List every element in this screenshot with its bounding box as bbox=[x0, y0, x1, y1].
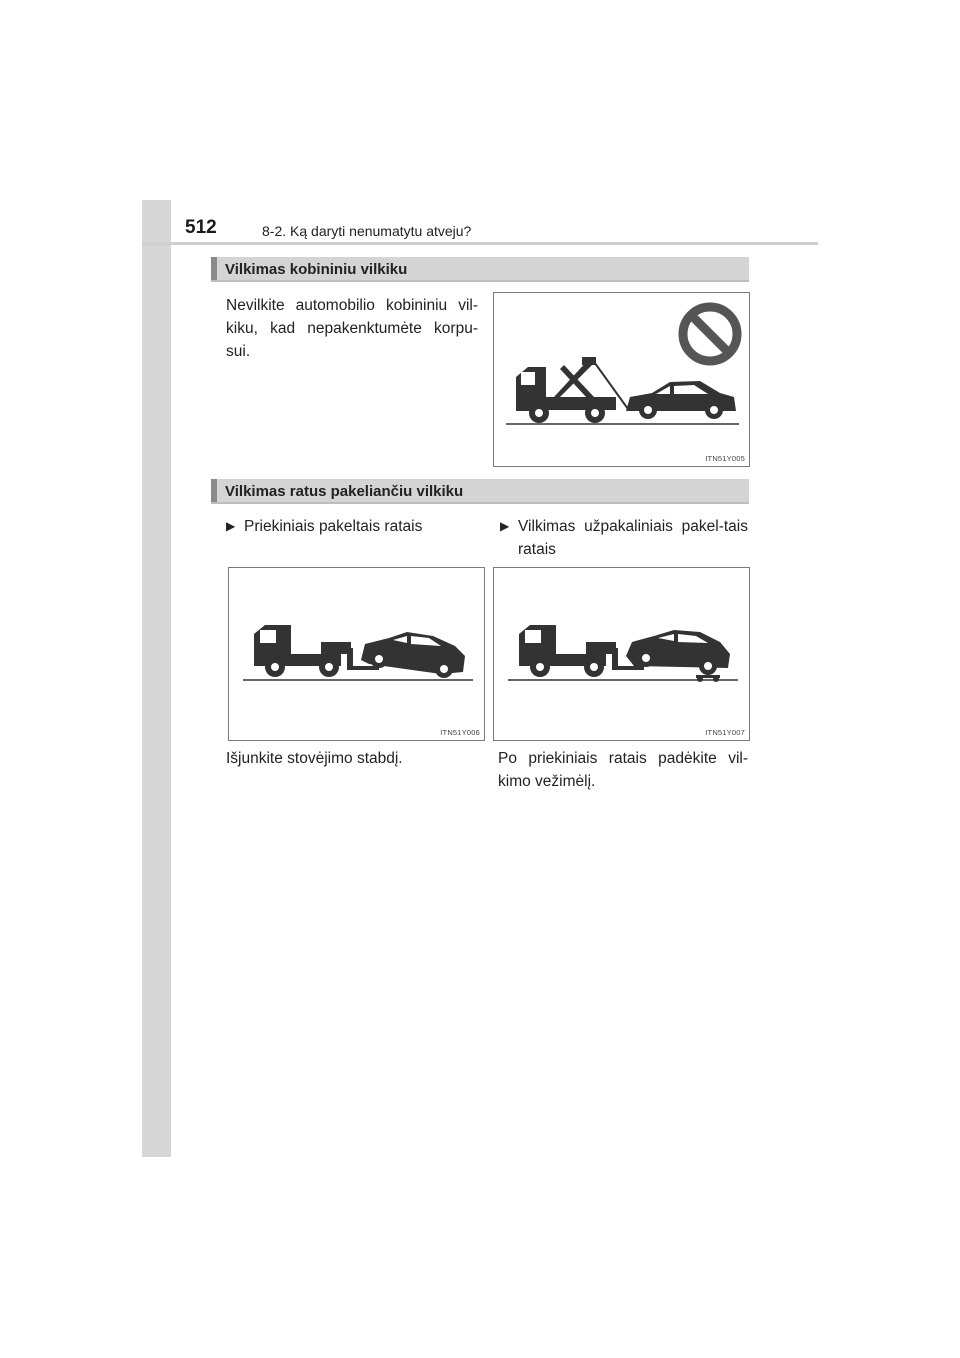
figure-hook-tow bbox=[493, 292, 750, 467]
figure-rear-lift bbox=[493, 567, 750, 741]
figure-code: ITN51Y007 bbox=[705, 728, 745, 737]
side-bar bbox=[142, 200, 171, 1157]
bullet-label: Priekiniais pakeltais ratais bbox=[244, 518, 423, 535]
bullet-label: Vilkimas užpakaliniais pakel-tais ratais bbox=[518, 518, 748, 558]
tow-truck-icon bbox=[519, 625, 644, 677]
header-rule bbox=[142, 242, 818, 245]
caption-rear-lift: Po priekiniais ratais padėkite vil-kimo vežimėlį. bbox=[498, 750, 748, 790]
section-heading-hook-tow bbox=[211, 257, 749, 282]
tow-truck-icon bbox=[254, 625, 379, 677]
hook-tow-illustration bbox=[494, 293, 751, 468]
section-heading-label: Vilkimas ratus pakeliančiu vilkiku bbox=[225, 483, 464, 500]
hook-tow-warning-text: Nevilkite automobilio kobininiu vil-kiku, kad nepakenktumėte korpu-sui. bbox=[226, 297, 478, 360]
triangle-bullet-icon: ▶ bbox=[500, 519, 510, 533]
figure-code: ITN51Y005 bbox=[705, 454, 745, 463]
section-heading-label: Vilkimas kobininiu vilkiku bbox=[225, 261, 408, 278]
car-icon bbox=[361, 632, 465, 678]
figure-code: ITN51Y006 bbox=[440, 728, 480, 737]
figure-front-lift bbox=[228, 567, 485, 741]
dolly-icon bbox=[696, 675, 720, 682]
bullet-front-lift bbox=[226, 515, 482, 538]
prohibited-icon bbox=[683, 307, 737, 361]
car-icon bbox=[626, 381, 736, 419]
tow-truck-icon bbox=[516, 357, 628, 423]
page-number: 512 bbox=[185, 217, 217, 238]
rear-lift-illustration bbox=[494, 568, 751, 742]
front-lift-illustration bbox=[229, 568, 486, 742]
caption-front-lift: Išjunkite stovėjimo stabdį. bbox=[226, 750, 403, 767]
section-heading-wheel-lift bbox=[211, 479, 749, 504]
chapter-title: 8-2. Ką daryti nenumatytu atveju? bbox=[262, 223, 472, 239]
triangle-bullet-icon: ▶ bbox=[226, 519, 236, 533]
bullet-rear-lift bbox=[500, 515, 748, 561]
